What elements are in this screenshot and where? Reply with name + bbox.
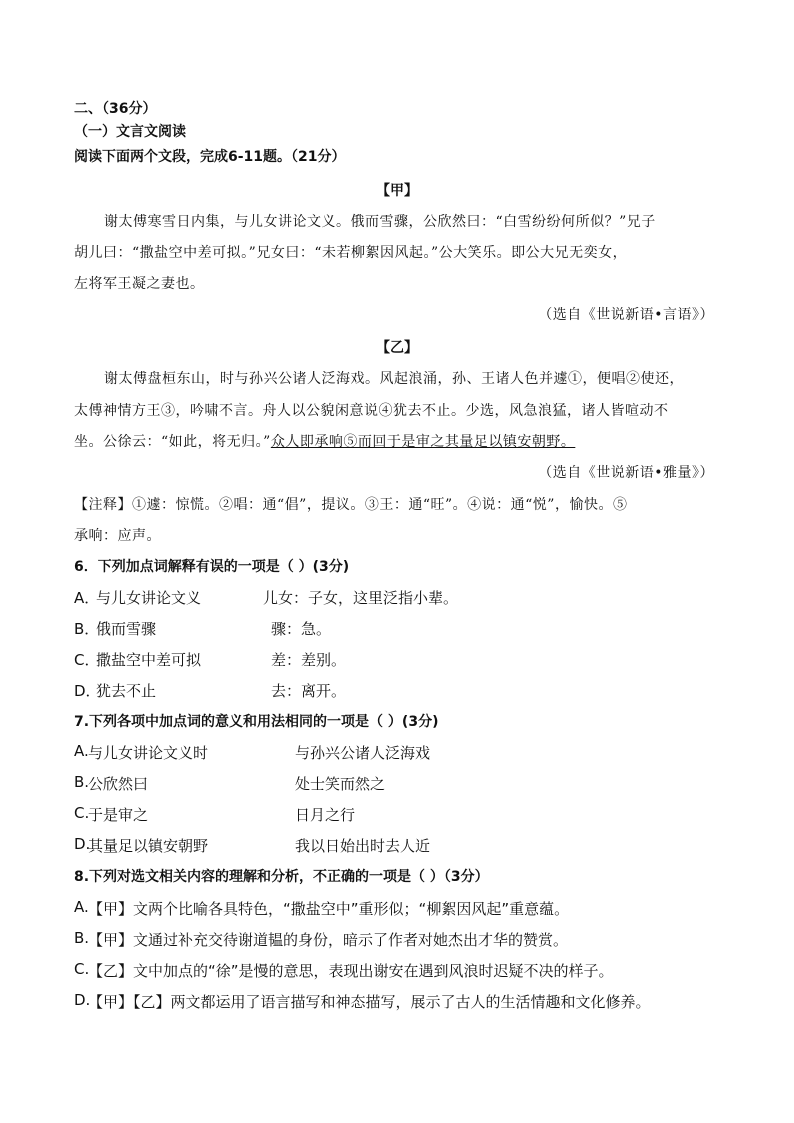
q6-option-d-text: 犹去不止 (96, 682, 157, 700)
q7-title: 7.下列各项中加点词的意义和用法相同的一项是（ ）(3分) (74, 714, 439, 730)
q7-option-d-pair: 我以日始出时去人近 (295, 837, 431, 855)
q8-option-c-text: 【乙】文中加点的“徐”是慢的意思，表现出谢安在遇到风浪时迟疑不决的样子。 (88, 962, 614, 980)
q6-option-c-gloss: 差：差别。 (271, 651, 347, 669)
q6-option-d-letter: D． (74, 682, 101, 700)
passage-a-line-2: 胡儿曰：“撒盐空中差可拟。”兄女曰：“未若柳絮因风起。”公大笑乐。即公大兄无奕女， (74, 245, 628, 261)
q8-option-a-text: 【甲】文两个比喻各具特色，“撒盐空中”重形似；“柳絮因风起”重意蕴。 (88, 900, 570, 918)
q7-option-a-pair: 与孙兴公诸人泛海戏 (295, 744, 431, 762)
q6-option-d-gloss: 去：离开。 (271, 682, 347, 700)
q8-option-b-text: 【甲】文通过补充交待谢道韫的身份，暗示了作者对她杰出才华的赞赏。 (88, 931, 569, 949)
passage-b-underlined-sentence: 众人即承响⑤而回于是审之其量足以镇安朝野。 (270, 434, 576, 450)
passage-b-source: （选自《世说新语•雅量》） (538, 465, 714, 481)
q7-option-c-letter: C. (74, 804, 90, 822)
q8-option-d-letter: D. (74, 991, 91, 1009)
passage-a-line-1: 谢太傅寒雪日内集，与儿女讲论文义。俄而雪骤，公欣然曰：“白雪纷纷何所似？”兄子 (104, 214, 656, 230)
passage-b-label: 【乙】 (376, 340, 418, 356)
q8-title: 8.下列对选文相关内容的理解和分析，不正确的一项是（ ）（3分） (74, 869, 489, 885)
q7-option-c-pair: 日月之行 (295, 806, 356, 824)
q6-option-c-text: 撒盐空中差可拟 (96, 651, 202, 669)
section-heading: 二、（36分） (74, 101, 157, 117)
q7-option-a-text: 与儿女讲论文义时 (88, 744, 209, 762)
q6-option-c-letter: C． (74, 651, 100, 669)
q6-option-b-gloss: 骤：急。 (271, 620, 332, 638)
q7-option-b-letter: B. (74, 773, 90, 791)
q8-option-b-letter: B. (74, 929, 90, 947)
passage-a-label: 【甲】 (376, 183, 418, 199)
notes-line-1: 【注释】①遽：惊慌。②唱：通“倡”，提议。③王：通“旺”。④说：通“悦”，愉快。⑤ (74, 497, 628, 513)
notes-line-2: 承响：应声。 (74, 528, 161, 544)
q7-option-b-text: 公欣然曰 (88, 775, 149, 793)
q8-option-a-letter: A. (74, 898, 89, 916)
passage-b-line-3 (74, 431, 575, 451)
passage-a-line-3: 左将军王凝之妻也。 (74, 276, 205, 292)
section-sub-heading: （一）文言文阅读 (74, 124, 186, 140)
q6-option-a-text: 与儿女讲论文义 (96, 589, 202, 607)
q7-option-b-pair: 处士笑而然之 (295, 775, 386, 793)
q7-option-d-letter: D. (74, 835, 91, 853)
q6-option-a-gloss: 儿女：子女，这里泛指小辈。 (263, 589, 459, 607)
passage-a-source: （选自《世说新语•言语》） (538, 307, 714, 323)
q8-option-d-text: 【甲】【乙】两文都运用了语言描写和神态描写，展示了古人的生活情趣和文化修养。 (88, 993, 651, 1011)
q6-option-b-letter: B． (74, 620, 100, 638)
passage-b-line-3-plain: 坐。公徐云：“如此，将无归。” (74, 434, 271, 450)
q6-title: 6．下列加点词解释有误的一项是（ ）(3分) (74, 559, 350, 575)
q7-option-c-text: 于是审之 (88, 806, 149, 824)
section-instruction: 阅读下面两个文段，完成6-11题。（21分） (74, 149, 346, 165)
passage-b-line-1: 谢太傅盘桓东山，时与孙兴公诸人泛海戏。风起浪涌，孙、王诸人色并遽①，便唱②使还， (104, 371, 684, 387)
q6-option-b-text: 俄而雪骤 (96, 620, 157, 638)
q6-option-a-letter: A． (74, 589, 100, 607)
q8-option-c-letter: C. (74, 960, 90, 978)
passage-b-line-2: 太傅神情方王③，吟啸不言。舟人以公貌闲意说④犹去不止。少选，风急浪猛，诸人皆喧动不 (74, 403, 669, 419)
q7-option-d-text: 其量足以镇安朝野 (88, 837, 209, 855)
q7-option-a-letter: A. (74, 742, 89, 760)
